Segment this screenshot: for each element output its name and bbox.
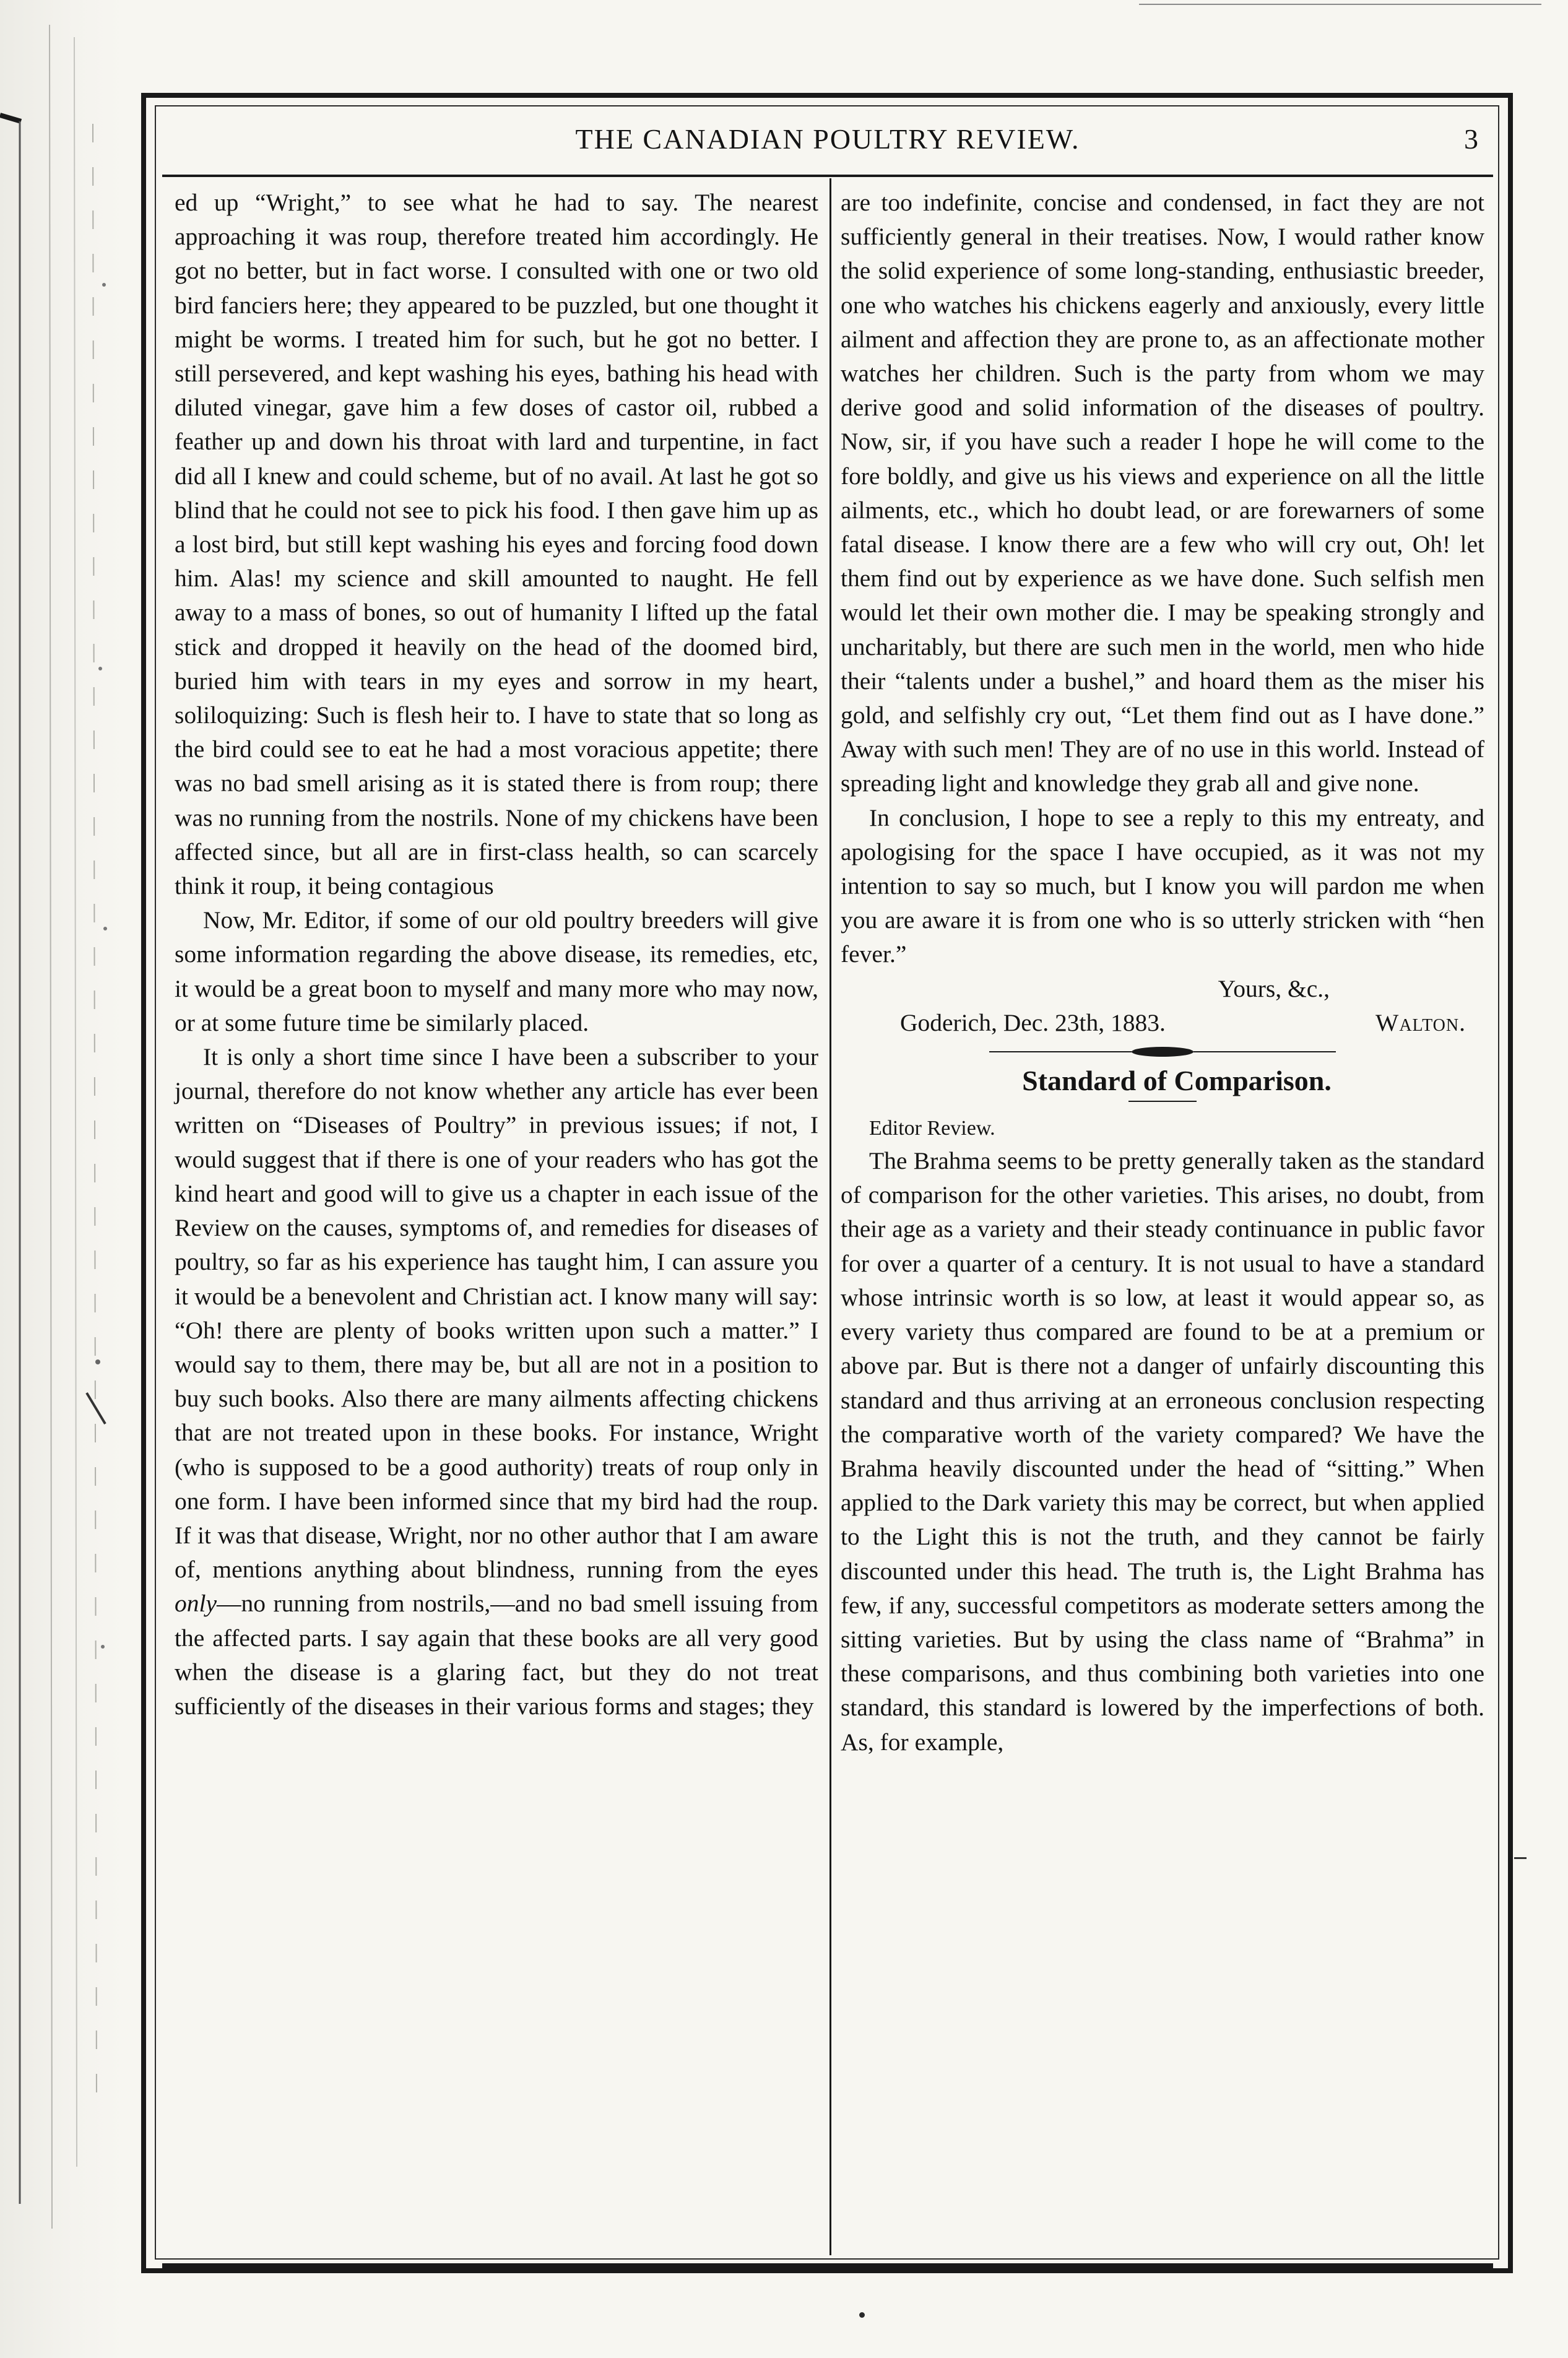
paragraph: are too indefinite, concise and condensed, in fact they are not sufficiently general in their treatises. Now, I would rather know the solid experience of some long-standing, enthusiastic breeder, one who watches his chickens eagerly and anxiously, every little ailment and affection they are prone to, as an affectionate mother watches her children. Such is the party from whom we may derive good and solid information of the diseases of poultry. Now, sir, if you have such a reader I hope he will come to the fore boldly, and give us his views and experience on all the little ailments, etc., which ho doubt lead, or are forewarners of some fatal disease. I know there are a few who will cry out, Oh! let them find out by experience as we have done. Such selfish men would let their own mother die. I may be speaking strongly and uncharitably, but there are such men in the world, men who hide their “talents under a bushel,” and hoard them as the miser his gold, and selfishly cry out, “Let them find out as I have done.” Away with such men! They are of no use in this world. Instead of spreading light and knowledge they grab all and give none. bbox=[841, 189, 1484, 797]
italic-emphasis: only bbox=[175, 1590, 217, 1618]
left-column bbox=[175, 186, 818, 1723]
signoff-line bbox=[841, 1006, 1484, 1040]
paragraph-tail: —no running from nostrils,—and no bad smell issuing from the affected parts. I say again that these books are all very good when the disease is a glaring fact, but they do not treat sufficiently of the diseases in their various forms and stages; they bbox=[175, 1590, 818, 1720]
bottom-dot bbox=[859, 2312, 865, 2318]
signoff-name: Walton. bbox=[1375, 1008, 1466, 1036]
title-rule bbox=[1128, 1101, 1197, 1102]
article-title: Standard of Comparison. bbox=[1022, 1065, 1332, 1097]
section-ornament bbox=[989, 1045, 1336, 1059]
page-number: 3 bbox=[1464, 123, 1478, 155]
signoff-place-date: Goderich, Dec. 23th, 1883. bbox=[900, 1008, 1166, 1036]
signoff-yours: Yours, &c., bbox=[1218, 974, 1330, 1002]
journal-title: THE CANADIAN POULTRY REVIEW. bbox=[575, 123, 1080, 155]
paragraph: The Brahma seems to be pretty generally taken as the standard of comparison for the other varieties. This arises, no doubt, from their age as a variety and their steady continuance in public favor for over a quarter of a century. It is not usual to have a standard whose intrinsic worth is so low, at least it would appear so, as every variety thus compared are found to be at a premium or above par. But is there not a danger of unfairly discounting this standard and thus arriving at an erroneous conclusion respecting the comparative worth of the variety compared? We have the Brahma heavily discounted under the head of “sitting.” When applied to the Dark variety this may be correct, but when applied to the Light this is not the truth, and they cannot be fairly discounted under this head. The truth is, the Light Brahma has few, if any, successful competitors as moderate setters among the sitting varieties. But by using the class name of “Brahma” in these comparisons, and thus combining both varieties into one standard, this standard is lowered by the imperfections of both. As, for example, bbox=[841, 1147, 1484, 1756]
paragraph: ed up “Wright,” to see what he had to say. The nearest approaching it was roup, therefore treated him accordingly. He got no better, but in fact worse. I consulted with one or two old bird fanciers here; they appeared to be puzzled, but one thought it might be worms. I treated him for such, but he got no better. I still persevered, and kept washing his eyes, bathing his head with diluted vinegar, gave him a few doses of castor oil, rubbed a feather up and down his throat with lard and turpentine, in fact did all I knew and could scheme, but of no avail. At last he got so blind that he could not see to pick his food. I then gave him up as a lost bird, but still kept washing his eyes and forcing food down him. Alas! my science and skill amounted to naught. He fell away to a mass of bones, so out of humanity I lifted up the fatal stick and dropped it heavily on the head of the doomed bird, buried him with tears in my eyes and sorrow in my heart, soliloquizing: Such is flesh heir to. I have to state that so long as the bird could see to eat he had a most voracious appetite; there was no bad smell arising as it is stated there is from roup; there was no running from the nostrils. None of my chickens have been affected since, but all are in first-class health, so can scarcely think it roup, it being contagious bbox=[175, 189, 818, 900]
bottom-rule bbox=[162, 2263, 1493, 2268]
binding-marks bbox=[0, 0, 149, 2358]
paragraph bbox=[175, 1040, 818, 1723]
column-divider bbox=[829, 178, 831, 2255]
paragraph: Now, Mr. Editor, if some of our old poultry breeders will give some information regarding the above disease, its remedies, etc, it would be a great boon to myself and many more who may now, or at some future time be similarly placed. bbox=[175, 906, 818, 1036]
editor-line: Editor Review. bbox=[869, 1117, 995, 1140]
header-rule bbox=[162, 175, 1493, 177]
top-edge-rule bbox=[1139, 4, 1541, 5]
paragraph: In conclusion, I hope to see a reply to this my entreaty, and apologising for the space I have occupied, as it was not my intention to say so much, but I know you will pardon me when you are aware it is from one who is so utterly stricken with “hen fever.” bbox=[841, 804, 1484, 968]
running-header bbox=[162, 118, 1493, 167]
paragraph-text: It is only a short time since I have been a subscriber to your journal, therefore do not know whether any article has ever been written on “Diseases of Poultry” in previous issues; if not, I would suggest that if there is one of your readers who has got the kind heart and good will to give us a chapter in each issue of the Review on the causes, symptoms of, and remedies for diseases of poultry, so far as his experience has taught him, I can assure you it would be a benevolent and Christian act. I know many will say: “Oh! there are plenty of books written upon such a matter.” I would say to them, there may be, but all are not in a position to buy such books. Also there are many ailments affecting chickens that are not treated upon in these books. For instance, Wright (who is supposed to be a good authority) treats of roup only in one form. I have been informed since that my bird had the roup. If it was that disease, Wright, nor no other author that I am aware of, mentions anything about blindness, running from the eyes bbox=[175, 1043, 818, 1584]
margin-tick bbox=[1514, 1857, 1527, 1859]
right-column bbox=[841, 186, 1484, 1759]
